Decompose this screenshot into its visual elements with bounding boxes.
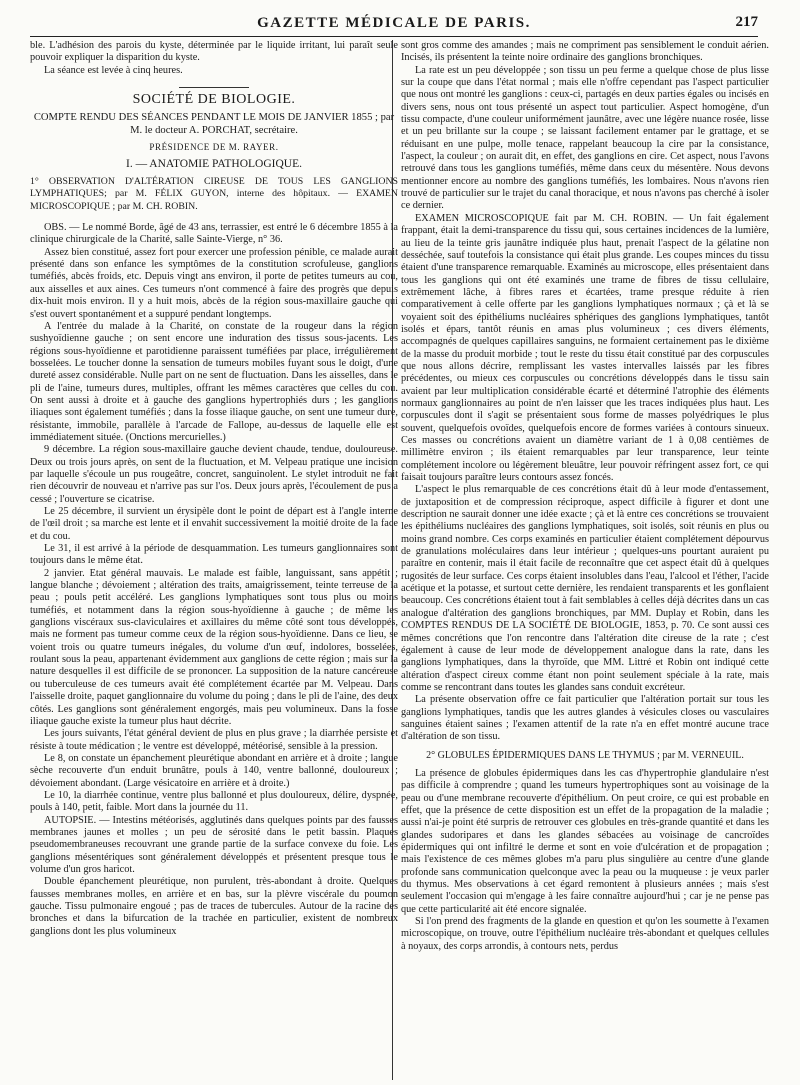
journal-title: GAZETTE MÉDICALE DE PARIS. <box>257 15 531 31</box>
paragraph: 9 décembre. La région sous-maxillaire gauche devient chaude, tendue, douloureuse. Deux ou trois jours après, on sent de la fluctuation, et M. Velpeau pratique une incision par laquelle s'écoule un pus rougeâtre, concret, sanguinolent. Le stylet introduit ne fait rien découvrir de nouveau et n'arrive pas sur l'os. Deux jours après, l'écoulement de pus a cessé ; l'ouverture se cicatrise. <box>30 444 398 505</box>
paragraph: Les jours suivants, l'état général devient de plus en plus grave ; la diarrhée persiste et résiste à toute médication ; le ventre est développé, météorisé, sensible à la pression. <box>30 728 398 752</box>
paragraph: sont gros comme des amandes ; mais ne compriment pas sensiblement le conduit aérien. Incisés, ils présentent la teinte noire ordinaire des ganglions bronchiques. <box>401 40 769 64</box>
presidence-heading: PRÉSIDENCE DE M. RAYER. <box>149 142 279 153</box>
compte-rendu-heading: COMPTE RENDU DES SÉANCES PENDANT LE MOIS DE JANVIER 1855 ; par M. le docteur A. PORCHAT, secrétaire. <box>33 112 395 136</box>
right-column <box>401 40 769 1080</box>
paragraph: EXAMEN MICROSCOPIQUE fait par M. CH. ROBIN. — Un fait également frappant, était la demi-transparence du tissu qui, sous certaines incidences de la lumière, au lieu de la teinte gris jaunâtre indiquée plus haut, prenait l'aspect de la gélatine non desséchée, sauf toutefois la consistance qui était plus grande. Les coupes minces du tissu étaient d'une transparence remarquable. Examinés au microscope, elles présentaient dans tous les ganglions qui ont été examinés une trame de fibres de tissu cellulaire, extrêmement lâche, à fibres rares et écartées, trame presque réduite à rien comparativement à celle offerte par les ganglions lymphatiques normaux ; çà et là se voyaient soit des épithéliums nucléaires sphériques des ganglions lymphatiques, tantôt isolés et épars, tantôt réunis en amas plus volumineux ; ces divers éléments, accompagnés de quelques capillaires sanguins, ne formaient certainement pas le dixième de la masse du produit morbide ; tout le reste du tissu était constitué par des corpuscules que nous allons décrire, remplissant les vastes intervalles laissés par les fibres précédentes, ou mieux ces corpuscules ou concrétions développés dans le tissu sain avaient par leur multiplication considérable écarté et déterminé l'atrophie des éléments normaux ganglionnaires au point de n'en laisser que les traces indiquées plus haut. Les corpuscules dont il s'agit se présentaient sous forme de masses polyédriques le plus souvent, quelquefois ovoïdes, quelquefois encore de formes variées à contours sinueux. Ces masses ou concrétions avaient un diamètre variant de 1 à 0,08 centièmes de millimètre environ ; ils étaient remarquables par leur transparence, leur teinte complétement incolore ou légèrement bleuâtre, leur pouvoir réfringent assez fort, ce qui faisait toujours paraître leurs contours assez foncés. <box>401 212 769 484</box>
paragraph: La présente observation offre ce fait particulier que l'altération portait sur tous les ganglions lymphatiques, tandis que les autres glandes à vésicules closes ou vasculaires sanguines étaient saines ; l'examen attentif de la rate n'a en effet montré aucune trace d'altération de son tissu. <box>401 694 769 743</box>
paragraph: La rate est un peu développée ; son tissu un peu ferme a quelque chose de plus lisse sur la coupe que dans l'état normal ; mais elle n'offre cependant pas l'aspect particulier que nous ont montré les ganglions : ceux-ci, partagés en deux parties égales ou incisés en divers sens, nous ont tous présenté un aspect tout particulier. Aspect homogène, d'un tissu compacte, d'une couleur uniformément jaunâtre, avec une légère nuance rosée, lisse et un peu brillante sur la coupe ; se laissant facilement entamer par le grattage, et se réduisant en une pulpe, molle tenace, rappelant beaucoup la cire par la consistance, l'aspect, la couleur ; on aurait dit, en effet, des ganglions en cire. Cet aspect, nous l'avons retrouvé dans tous les ganglions tuméfiés, même dans ceux du mésentère. Nous devons mentionner encore au nombre des ganglions tuméfiés, les lombaires. Nous n'avons rien trouvé de particulier sur le trajet du canal thoracique, et nous n'avons pas cherché à isoler ce dernier. <box>401 64 769 212</box>
paragraph: Le 31, il est arrivé à la période de desquammation. Les tumeurs ganglionnaires sont toujours dans le même état. <box>30 543 398 567</box>
paragraph: Si l'on prend des fragments de la glande en question et qu'on les soumette à l'examen microscopique, on trouve, outre l'épithélium nucléaire très-abondant et quelques cellules à noyaux, des corps arrondis, à contours nets, perdus <box>401 916 769 952</box>
paragraph: La séance est levée à cinq heures. <box>44 64 183 76</box>
observation-2-title: 2° GLOBULES ÉPIDERMIQUES DANS LE THYMUS ; par M. VERNEUIL. <box>426 749 744 761</box>
paragraph: OBS. — Le nommé Borde, âgé de 43 ans, terrassier, est entré le 6 décembre 1855 à la clinique chirurgicale de la Charité, salle Sainte-Vierge, n° 36. <box>30 222 398 246</box>
paragraph: Le 10, la diarrhée continue, ventre plus ballonné et plus douloureux, délire, dyspnée, pouls à 140, petit, faible. Mort dans la journée du 11. <box>30 789 398 814</box>
paragraph: L'aspect le plus remarquable de ces concrétions était dû à leur mode d'entassement, de juxtaposition et de compression réciproque, aspect difficile à figurer et dont une description ne saurait donner une idée exacte ; çà et là entre ces concrétions se trouvaient les épithéliums nucléaires des ganglions lymphatiques, soit isolés, soit réunis en plus ou moins grand nombre. Ces corps examinés en particulier étaient complétement dépourvus de granulations moléculaires dans leur intérieur ; quelques-uns pourtant auraient pu paraître en contenir, mais il était facile de reconnaître que cet aspect était dû à quelques rugosités de leur surface. Ces corps étaient insolubles dans l'eau, l'alcool et l'éther, l'acide acétique et la potasse, et surtout cette dernière, les rendaient transparents et les gonflaient beaucoup. Ces concrétions étaient tout à fait semblables à celles déjà décrites dans un cas analogue d'altération des ganglions bronchiques, par MM. Duplay et Robin, dans les COMPTES RENDUS DE LA SOCIÉTÉ DE BIOLOGIE, 1853, p. 70. Ce sont aussi ces mêmes concrétions que l'on rencontre dans l'altération dite cireuse de la rate ; c'est également à cause de leur mode de développement analogue dans la rate, dans les ganglions lymphatiques, dans la thyroïde, que MM. Littré et Robin ont indiqué cette altération d'aspect cireux comme étant non point seulement spéciale à la rate, mais comme se rencontrant dans toutes les glandes sans conduit excréteur. <box>401 484 769 693</box>
paragraph: Le 25 décembre, il survient un érysipèle dont le point de départ est à l'angle interne de l'œil droit ; sa marche est lente et il envahit successivement la moitié droite de la face et du cou. <box>30 506 398 542</box>
paragraph: ble. L'adhésion des parois du kyste, déterminée par le liquide irritant, lui paraît seule pouvoir expliquer la disparition du kyste. <box>30 40 398 64</box>
section-heading: I. — ANATOMIE PATHOLOGIQUE. <box>125 157 302 170</box>
paragraph: La présence de globules épidermiques dans les cas d'hypertrophie glandulaire n'est pas difficile à comprendre ; quand les tumeurs hypertrophiques sont au voisinage de la peau ou d'une membrane recouverte d'épithélium. On peut croire, ce qui est probable en effet, que la présence de cette disposition est un effet de la propagation de la maladie ; aussi n'ai-je point été surpris de retrouver ces globules en très-grande quantité et dans les glandes sudoripares et dans les glandes sébacées au voisinage de cancroïdes épidermiques qui ont infiltré le derme et sont en voie d'ulcération et de propagation ; mais l'existence de ces mêmes globes m'a paru plus singulière au centre d'une glande profonde sans communication quelconque avec la peau ou la muqueuse : je veux parler du thymus. Mes observations à cet égard remontent à plusieurs années ; mais s'est seulement l'occasion qui m'engage à les faire connaître aujourd'hui ; car je ne pense pas que cette particularité ait été encore signalée. <box>401 767 769 915</box>
paragraph: 2 janvier. Etat général mauvais. Le malade est faible, languissant, sans appétit ; langue blanche ; dévoiement ; altération des traits, amaigrissement, teinte terreuse de la peau ; pouls petit accéléré. Les ganglions lymphatiques sont tous plus ou moins tuméfiés, et notamment dans la région sous-hyoïdienne à gauche ; de même les ganglions viscéraux sus-claviculaires et axillaires du même côté sont tous développés, mais ne forment pas tumeur comme ceux de la région sous-hyoïdienne. Dans ce lieu, se voient trois ou quatre tumeurs inégales, du volume d'un œuf, indolores, bosselées, roulant sous la peau, appartenant évidemment aux ganglions de cette région ; mais sur la nature desquelles il est difficile de se prononcer. La supposition de la nature cancéreuse ou tuberculeuse de ces tumeurs avait été complétement écartée par M. Velpeau. Dans l'aisselle droite, paquet ganglionnaire du volume du poing ; dans le pli de l'aine, des deux côtés. Les ganglions sont généralement engorgés, mais peu volumineux. Dans la fosse iliaque gauche existe la tumeur plus haut décrite. <box>30 567 398 727</box>
paragraph: AUTOPSIE. — Intestins météorisés, agglutinés dans quelques points par des fausses membranes jaunes et molles ; un peu de sérosité dans le petit bassin. Plaques pseudomembraneuses recouvrant une grande partie de la surface convexe du foie. Les ganglions mésentériques sont généralement développés et présentent presque tous le volume d'un gros haricot. <box>30 814 398 875</box>
page-number: 217 <box>735 14 758 30</box>
paragraph: Assez bien constitué, assez fort pour exercer une profession pénible, ce malade aurait présenté dans son enfance les symptômes de la constitution scrofuleuse, ganglions tuméfiés, abcès froids, etc. Depuis vingt ans environ, il porte de petites tumeurs au cou, aux aisselles et aux aines. Ces tumeurs n'ont commencé à faire des progrès que depuis dix-huit mois environ. Il y a huit mois, abcès de la région sous-maxillaire gauche qui s'est ouvert spontanément et a suppuré pendant longtemps. <box>30 246 398 320</box>
page-header <box>30 14 758 37</box>
paragraph: Double épanchement pleurétique, non purulent, très-abondant à droite. Quelques fausses membranes molles, en arrière et en bas, sur la plèvre viscérale du poumon gauche. Tissu pulmonaire engoué ; pas de traces de tubercules. Autour de la racine des bronches et dans la bifurcation de la trachée en particulier, existent de nombreux ganglions dont les plus volumineux <box>30 876 398 937</box>
left-column <box>30 40 398 1080</box>
society-title: SOCIÉTÉ DE BIOLOGIE. <box>132 92 296 108</box>
observation-title: 1° OBSERVATION D'ALTÉRATION CIREUSE DE TOUS LES GANGLIONS LYMPHATIQUES; par M. FÉLIX GUYON, interne des hôpitaux. — EXAMEN MICROSCOPIQUE ; par M. CH. ROBIN. <box>30 176 398 212</box>
paragraph: A l'entrée du malade à la Charité, on constate de la rougeur dans la région sushyoïdienne gauche ; on sent encore une induration des tissus sous-jacents. Les régions sous-hyoïdienne et parotidienne paraissent tuméfiées par place, irrégulièrement bosselées. Le toucher donne la sensation de tumeurs mobiles fuyant sous le doigt, d'une dureté assez considérable. Nulle part on ne sent de fluctuation. Dans les aisselles, dans le pli de l'aine, tumeurs dures, multiples, offrant les mêmes caractères que celles du cou. On sent aussi à droite et à gauche des ganglions hypertrophiés durs ; les ganglions iliaques sont également tuméfiés ; dans la fosse iliaque gauche, on sent une tumeur dure, résistante, immobile, parallèle à l'arcade de Fallope, au-dessus de laquelle elle est immédiatement située. (Onctions mercurielles.) <box>30 320 398 443</box>
section-rule <box>179 87 249 88</box>
paragraph: Le 8, on constate un épanchement pleurétique abondant en arrière et à droite ; langue sèche recouverte d'un enduit brunâtre, pouls à 140, ventre ballonné, douloureux ; dévoiement abondant. (Large vésicatoire en arrière et à droite.) <box>30 752 398 789</box>
